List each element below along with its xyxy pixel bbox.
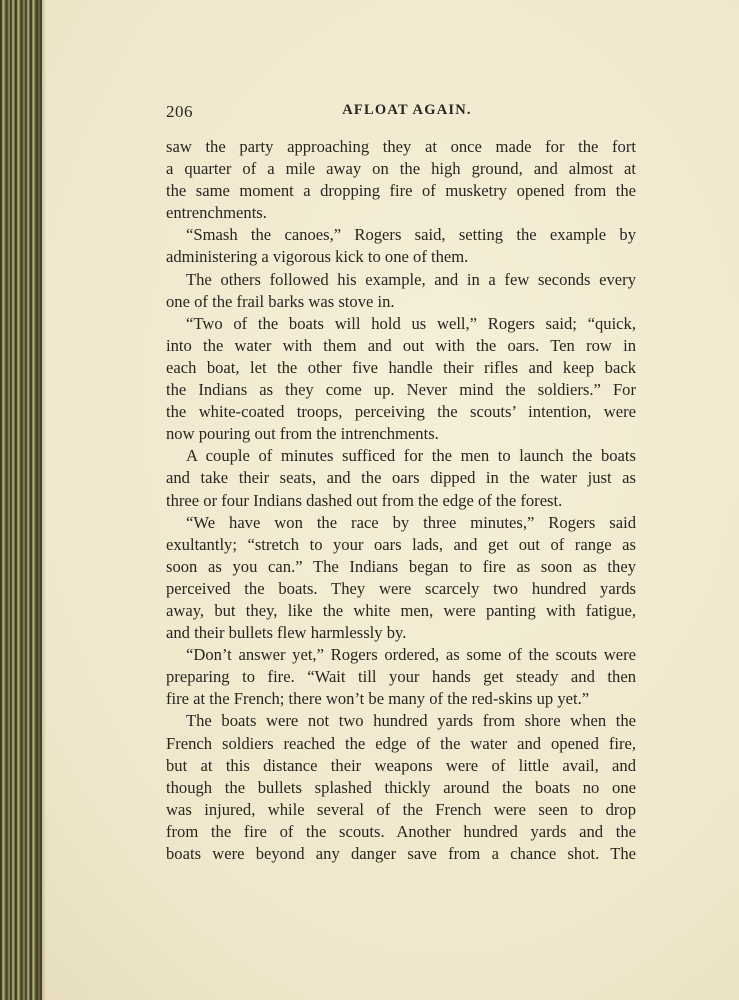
text-line: fire at the French; there won’t be many of the red-skins up yet.”: [166, 689, 590, 709]
text-line: a quarter of a mile away on the high ground, and almost at: [166, 159, 636, 179]
text-line: though the bullets splashed thickly around the boats no one: [166, 777, 636, 797]
text-line: The others followed his example, and in a few seconds every: [186, 269, 636, 289]
text-line: “Two of the boats will hold us well,” Rogers said; “quick,: [186, 313, 636, 333]
text-line: away, but they, like the white men, were panting with fatigue,: [166, 600, 636, 620]
text-line: soon as you can.” The Indians began to fire as soon as they: [166, 556, 636, 576]
text-line: perceived the boats. They were scarcely two hundred yards: [166, 578, 636, 598]
page-gutter-shadow: [36, 0, 46, 1000]
text-line: and their bullets flew harmlessly by.: [166, 623, 407, 643]
text-line: each boat, let the other five handle their rifles and keep back: [166, 357, 636, 377]
page-header: [166, 102, 636, 124]
text-line: the Indians as they come up. Never mind the soldiers.” For: [166, 380, 636, 400]
text-line: exultantly; “stretch to your oars lads, and get out of range as: [166, 534, 636, 554]
text-line: entrenchments.: [166, 203, 267, 223]
text-line: administering a vigorous kick to one of them.: [166, 247, 469, 267]
text-line: but at this distance their weapons were of little avail, and: [166, 755, 636, 775]
text-line: one of the frail barks was stove in.: [166, 291, 395, 311]
text-line: The boats were not two hundred yards from shore when the: [186, 711, 636, 731]
text-line: from the fire of the scouts. Another hundred yards and the: [166, 821, 636, 841]
text-line: the white-coated troops, perceiving the scouts’ intention, were: [166, 402, 636, 422]
running-head: AFLOAT AGAIN.: [342, 102, 472, 118]
text-line: “Smash the canoes,” Rogers said, setting the example by: [186, 225, 636, 245]
text-line: “Don’t answer yet,” Rogers ordered, as some of the scouts were: [186, 645, 636, 665]
page-number: 206: [166, 102, 193, 121]
text-line: “We have won the race by three minutes,” Rogers said: [186, 512, 636, 532]
text-line: was injured, while several of the French were seen to drop: [166, 799, 636, 819]
text-line: now pouring out from the intrenchments.: [166, 424, 439, 444]
text-line: saw the party approaching they at once made for the fort: [166, 137, 636, 156]
body-text: [166, 136, 636, 865]
text-line: A couple of minutes sufficed for the men to launch the boats: [186, 446, 636, 466]
text-line: and take their seats, and the oars dipped in the water just as: [166, 468, 636, 488]
text-line: boats were beyond any danger save from a chance shot. The: [166, 844, 636, 863]
text-line: French soldiers reached the edge of the water and opened fire,: [166, 733, 636, 753]
text-line: into the water with them and out with the oars. Ten row in: [166, 335, 636, 355]
text-line: preparing to fire. “Wait till your hands get steady and then: [166, 667, 636, 687]
text-line: three or four Indians dashed out from the edge of the forest.: [166, 490, 563, 510]
text-line: the same moment a dropping fire of musketry opened from the: [166, 181, 636, 201]
